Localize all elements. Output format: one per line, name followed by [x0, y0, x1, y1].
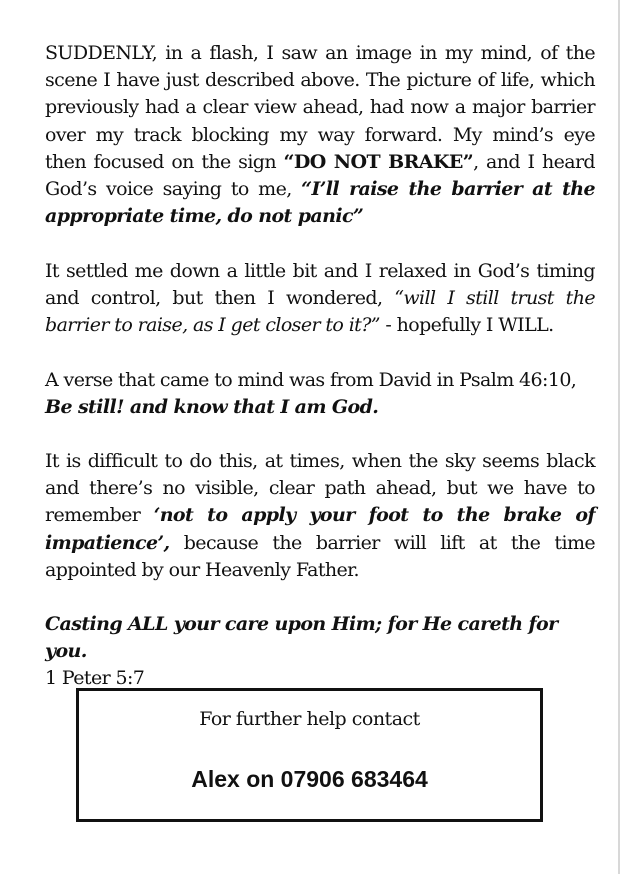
paragraph-patience-text: It is difficult to do this, at times, when the sky seems black and there’s no visible, clear path ahead, but we have to remember: [45, 450, 595, 527]
paragraph-vision-continuation: , and I heard God’s voice saying to me,: [45, 150, 595, 201]
paragraph-trust-ending: - hopefully I WILL.: [379, 314, 554, 337]
paragraph-patience: [45, 448, 595, 584]
closing-verse: Casting ALL your care upon Him; for He careth for you.: [45, 613, 558, 663]
impatience-quote: ‘not to apply your foot to the brake of impatience’,: [45, 504, 596, 554]
paragraph-trust: [45, 258, 595, 340]
paragraph-vision: [45, 40, 595, 230]
contact-name-phone: Alex on 07906 683464: [191, 766, 428, 792]
gods-voice-quote: “I’ll raise the barrier at the appropriate time, do not panic”: [45, 178, 595, 228]
paragraph-vision-text: SUDDENLY, in a flash, I saw an image in my mind, of the scene I have just described above. The picture of life, which previously had a clear view ahead, had now a major barrier over my track blocking my way forward. My mind’s eye then focused on the sign: [45, 42, 595, 173]
paragraph-psalm: [45, 367, 595, 421]
psalm-verse: Be still! and know that I am God.: [45, 396, 379, 419]
contact-box: [76, 688, 543, 822]
trust-question-quote: “will I still trust the barrier to raise, as I get closer to it?”: [45, 287, 595, 337]
do-not-brake-sign-text: “DO NOT BRAKE”: [283, 150, 474, 173]
contact-label: For further help contact: [199, 708, 420, 730]
paragraph-patience-ending: because the barrier will lift at the time appointed by our Heavenly Father.: [45, 531, 595, 581]
closing-reference: 1 Peter 5:7: [45, 667, 145, 690]
paragraph-trust-text: It settled me down a little bit and I relaxed in God’s timing and control, but then I wondered,: [45, 260, 595, 310]
psalm-intro-text: A verse that came to mind was from David in Psalm 46:10,: [45, 369, 577, 391]
closing-scripture: [45, 611, 595, 693]
